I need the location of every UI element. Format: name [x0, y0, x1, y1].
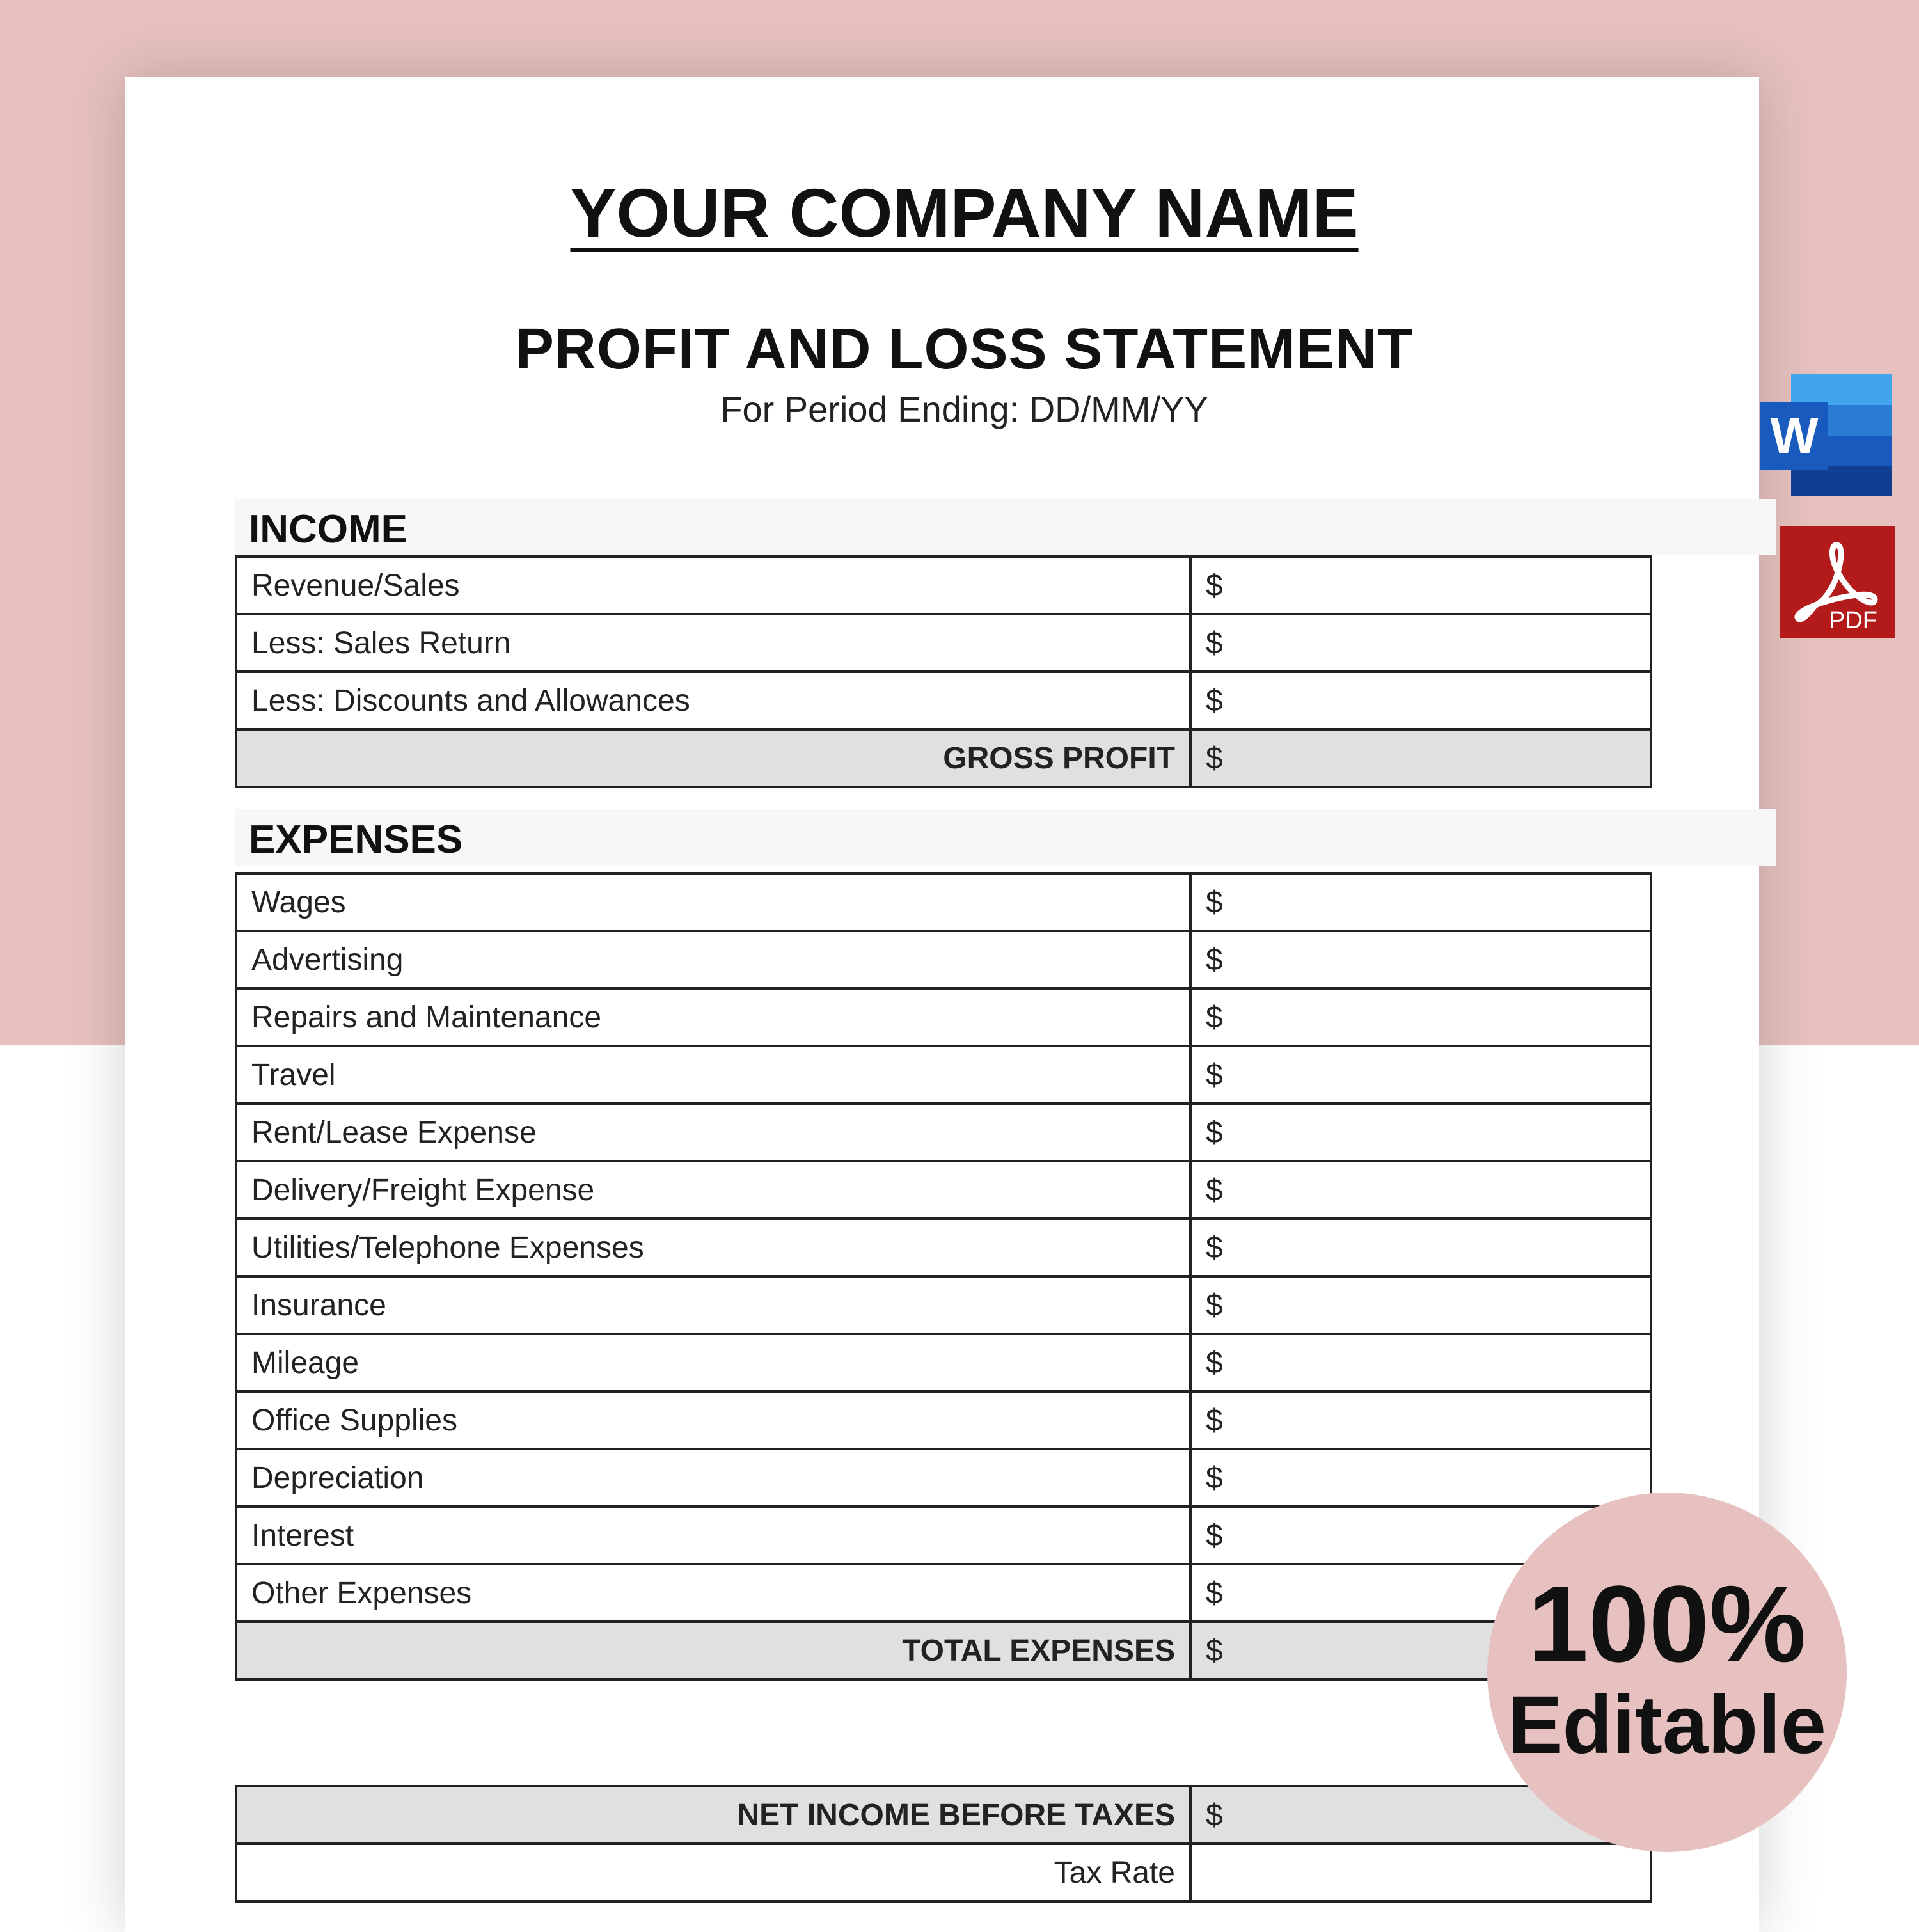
expense-amount[interactable]: $	[1190, 1219, 1651, 1276]
gross-profit-amount[interactable]: $	[1190, 729, 1651, 787]
table-row	[236, 873, 1651, 931]
net-income-amount[interactable]: $	[1190, 1786, 1651, 1844]
expense-amount[interactable]: $	[1190, 1161, 1651, 1219]
expense-label: Insurance	[236, 1276, 1190, 1334]
company-name: YOUR COMPANY NAME	[570, 174, 1359, 251]
word-icon[interactable]	[1760, 374, 1892, 496]
expense-amount[interactable]: $	[1190, 1104, 1651, 1161]
table-row	[236, 1161, 1651, 1219]
income-label: Less: Sales Return	[236, 614, 1190, 672]
table-row	[236, 1276, 1651, 1334]
expenses-table	[235, 872, 1652, 1681]
gross-profit-label: GROSS PROFIT	[236, 729, 1190, 787]
expense-amount[interactable]: $	[1190, 1334, 1651, 1391]
expense-amount[interactable]: $	[1190, 1391, 1651, 1449]
expense-label: Repairs and Maintenance	[236, 988, 1190, 1046]
total-expenses-amount[interactable]: $	[1190, 1622, 1651, 1679]
period-ending: For Period Ending: DD/MM/YY	[720, 389, 1208, 429]
table-row	[236, 614, 1651, 672]
expense-amount[interactable]: $	[1190, 1449, 1651, 1507]
table-row	[236, 672, 1651, 729]
table-row	[236, 1046, 1651, 1104]
income-amount[interactable]: $	[1190, 557, 1651, 614]
income-amount[interactable]: $	[1190, 672, 1651, 729]
expense-label: Advertising	[236, 931, 1190, 988]
net-income-row	[236, 1786, 1651, 1844]
svg-text:PDF: PDF	[1829, 607, 1877, 634]
total-expenses-label: TOTAL EXPENSES	[236, 1622, 1190, 1679]
expense-amount[interactable]: $	[1190, 873, 1651, 931]
editable-badge	[1487, 1493, 1847, 1852]
total-expenses-row	[236, 1622, 1651, 1679]
expense-amount[interactable]: $	[1190, 988, 1651, 1046]
table-row	[236, 1507, 1651, 1564]
income-label: Less: Discounts and Allowances	[236, 672, 1190, 729]
table-row	[236, 557, 1651, 614]
expense-amount[interactable]: $	[1190, 1276, 1651, 1334]
expense-amount[interactable]: $	[1190, 1564, 1651, 1622]
table-row	[236, 1449, 1651, 1507]
table-row	[236, 931, 1651, 988]
net-income-label: NET INCOME BEFORE TAXES	[236, 1786, 1190, 1844]
expense-amount[interactable]: $	[1190, 1046, 1651, 1104]
expenses-heading: EXPENSES	[235, 809, 1776, 866]
expense-amount[interactable]: $	[1190, 1507, 1651, 1564]
table-row	[236, 988, 1651, 1046]
expense-label: Other Expenses	[236, 1564, 1190, 1622]
expense-label: Depreciation	[236, 1449, 1190, 1507]
expense-label: Wages	[236, 873, 1190, 931]
svg-text:W: W	[1770, 407, 1819, 464]
table-row	[236, 1391, 1651, 1449]
gross-profit-row	[236, 729, 1651, 787]
expense-label: Delivery/Freight Expense	[236, 1161, 1190, 1219]
income-amount[interactable]: $	[1190, 614, 1651, 672]
income-label: Revenue/Sales	[236, 557, 1190, 614]
badge-percent: 100%	[1528, 1564, 1806, 1685]
tax-rate-row	[236, 1844, 1651, 1901]
expense-label: Utilities/Telephone Expenses	[236, 1219, 1190, 1276]
table-row	[236, 1334, 1651, 1391]
tax-rate-label: Tax Rate	[236, 1844, 1190, 1901]
pdf-icon[interactable]	[1780, 526, 1895, 638]
income-table	[235, 555, 1652, 788]
expense-label: Travel	[236, 1046, 1190, 1104]
income-heading: INCOME	[235, 499, 1776, 555]
expense-amount[interactable]: $	[1190, 931, 1651, 988]
expense-label: Rent/Lease Expense	[236, 1104, 1190, 1161]
document-title: PROFIT AND LOSS STATEMENT	[515, 317, 1414, 381]
expense-label: Interest	[236, 1507, 1190, 1564]
tax-rate-amount[interactable]	[1190, 1844, 1651, 1901]
badge-label: Editable	[1508, 1679, 1826, 1771]
table-row	[236, 1564, 1651, 1622]
expense-label: Office Supplies	[236, 1391, 1190, 1449]
expense-label: Mileage	[236, 1334, 1190, 1391]
table-row	[236, 1104, 1651, 1161]
table-row	[236, 1219, 1651, 1276]
summary-table	[235, 1785, 1652, 1903]
